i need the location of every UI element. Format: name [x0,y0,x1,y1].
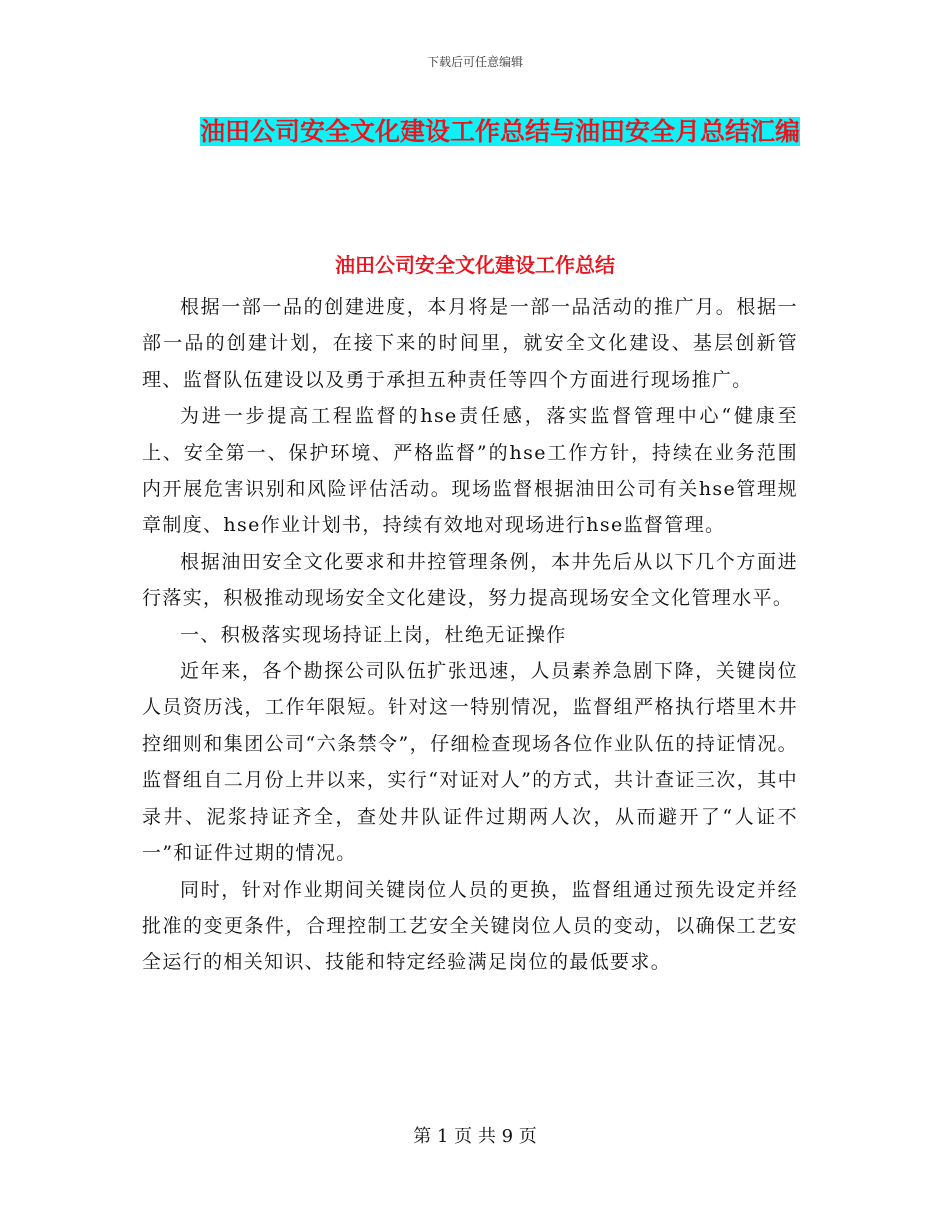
paragraph: 近年来，各个勘探公司队伍扩张迅速，人员素养急剧下降，关键岗位人员资历浅，工作年限短。针对这一特别情况，监督组严格执行塔里木井控细则和集团公司“六条禁令”，仔细检查现场各位作业队伍的持证情况。监督组自二月份上井以来，实行“对证对人”的方式，共计查证三次，其中录井、泥浆持证齐全，查处井队证件过期两人次，从而避开了“人证不一”和证件过期的情况。 [142,660,798,865]
page-header-note: 下载后可任意编辑 [426,55,523,69]
paragraph: 为进一步提高工程监督的hse责任感，落实监督管理中心“健康至上、安全第一、保护环境、严格监督”的hse工作方针，持续在业务范围内开展危害识别和风险评估活动。现场监督根据油田公司有关hse管理规章制度、hse作业计划书，持续有效地对现场进行hse监督管理。 [142,405,798,537]
paragraph: 同时，针对作业期间关键岗位人员的更换，监督组通过预先设定并经批准的变更条件，合理控制工艺安全关键岗位人员的变动，以确保工艺安全运行的相关知识、技能和特定经验满足岗位的最低要求。 [142,878,798,974]
subheading: 一、积极落实现场持证上岗，杜绝无证操作 [180,623,567,646]
document-body [142,289,798,981]
document-title [190,112,810,151]
section-title: 油田公司安全文化建设工作总结 [335,253,615,277]
page-footer: 第 1 页 共 9 页 [413,1126,537,1147]
document-title-highlight: 油田公司安全文化建设工作总结与油田安全月总结汇编 [199,117,800,146]
paragraph: 根据一部一品的创建进度，本月将是一部一品活动的推广月。根据一部一品的创建计划，在接下来的时间里，就安全文化建设、基层创新管理、监督队伍建设以及勇于承担五种责任等四个方面进行现场推广。 [142,296,798,391]
paragraph: 根据油田安全文化要求和井控管理条例，本井先后从以下几个方面进行落实，积极推动现场安全文化建设，努力提高现场安全文化管理水平。 [142,550,798,610]
